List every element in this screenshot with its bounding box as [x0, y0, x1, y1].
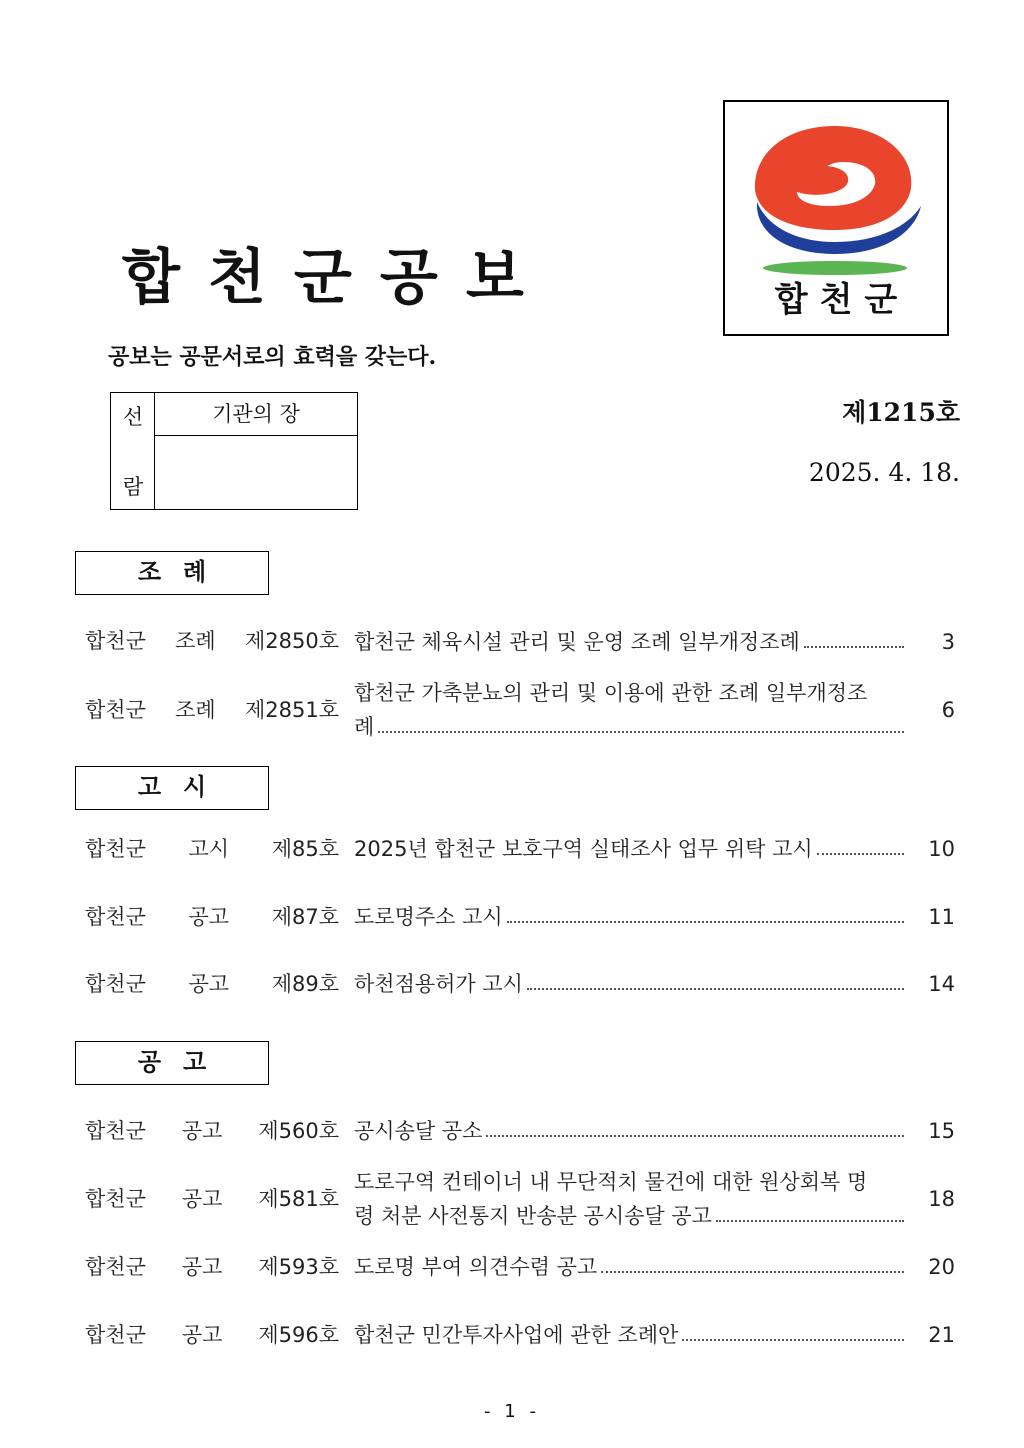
issue-number: 제1215호	[842, 398, 960, 427]
county-logo	[723, 100, 949, 336]
entry-title	[354, 1250, 906, 1284]
leader-dots	[601, 1250, 904, 1273]
label-number: 제2850호	[244, 629, 339, 653]
page-number: 3	[941, 630, 955, 654]
entry-label	[85, 625, 339, 655]
page-number: 11	[928, 905, 955, 929]
page-number: 6	[941, 698, 955, 722]
label-type: 공고	[181, 1255, 223, 1279]
label-org: 합천군	[85, 837, 146, 861]
label-org: 합천군	[85, 1119, 146, 1143]
entry-label	[85, 1182, 339, 1216]
label-number: 제85호	[271, 837, 339, 861]
entry-title	[354, 1318, 906, 1352]
label-number: 제87호	[271, 905, 339, 929]
title-line: 도로명주소 고시	[354, 905, 503, 929]
review-label-top: 선	[122, 405, 144, 429]
section-heading: 조례	[75, 551, 269, 595]
leader-dots	[817, 832, 904, 855]
title-line: 공시송달 공소	[354, 1119, 483, 1143]
label-number: 제596호	[258, 1323, 339, 1347]
entry-title	[354, 832, 906, 866]
title-line: 2025년 합천군 보호구역 실태조사 업무 위탁 고시	[354, 837, 813, 861]
entry-title	[354, 676, 906, 744]
label-org: 합천군	[85, 1323, 146, 1347]
title-line: 하천점용허가 고시	[354, 972, 523, 996]
leader-dots	[804, 625, 904, 648]
label-type: 공고	[181, 1119, 223, 1143]
title-line: 합천군 민간투자사업에 관한 조례안	[354, 1323, 679, 1347]
label-org: 합천군	[85, 905, 146, 929]
leader-dots	[378, 710, 904, 733]
label-number: 제581호	[258, 1187, 339, 1211]
title-line: 합천군 체육시설 관리 및 운영 조례 일부개정조례	[354, 630, 800, 654]
label-type: 조례	[175, 698, 216, 722]
entry-label	[85, 1250, 339, 1284]
entry-title	[354, 1165, 906, 1233]
entry-label	[85, 1114, 339, 1148]
page-number: 20	[928, 1255, 955, 1279]
issue-date: 2025. 4. 18.	[808, 458, 960, 487]
label-type: 조례	[175, 629, 216, 653]
label-number: 제593호	[258, 1255, 339, 1279]
logo-text: 합천군	[774, 280, 910, 320]
entry-label	[85, 967, 339, 1001]
label-type: 공고	[181, 1323, 223, 1347]
label-type: 공고	[181, 1187, 223, 1211]
page-footer: - 1 -	[484, 1401, 540, 1422]
entry-title	[354, 1114, 906, 1148]
section-heading: 공고	[75, 1041, 269, 1085]
bulletin-title: 합천군공보	[122, 243, 552, 313]
label-number: 제2851호	[244, 698, 339, 722]
page-number: 15	[928, 1119, 955, 1143]
label-org: 합천군	[85, 972, 146, 996]
section-heading: 고시	[75, 766, 269, 810]
label-type: 고시	[188, 837, 230, 861]
leader-dots	[682, 1318, 904, 1341]
entry-label	[85, 900, 339, 934]
review-header: 기관의 장	[155, 393, 357, 436]
review-label-bottom: 람	[122, 475, 144, 499]
page-number: 18	[928, 1187, 955, 1211]
bulletin-subtitle: 공보는 공문서로의 효력을 갖는다.	[108, 344, 437, 370]
label-org: 합천군	[85, 698, 146, 722]
label-org: 합천군	[85, 629, 146, 653]
title-line: 합천군 가축분뇨의 관리 및 이용에 관한 조례 일부개정조	[354, 681, 868, 705]
label-number: 제560호	[258, 1119, 339, 1143]
entry-title	[354, 900, 906, 934]
label-type: 공고	[188, 972, 230, 996]
page-number: 10	[928, 837, 955, 861]
leader-dots	[716, 1199, 904, 1222]
leader-dots	[527, 967, 904, 990]
title-line: 례	[354, 715, 375, 739]
entry-label	[85, 832, 339, 866]
entry-title	[354, 625, 906, 659]
review-label-column	[111, 393, 155, 509]
title-line: 령 처분 사전통지 반송분 공시송달 공고	[354, 1204, 712, 1228]
title-line: 도로명 부여 의견수렴 공고	[354, 1255, 598, 1279]
page-number: 14	[928, 972, 955, 996]
label-org: 합천군	[85, 1187, 146, 1211]
page-number: 21	[928, 1323, 955, 1347]
label-org: 합천군	[85, 1255, 146, 1279]
title-line: 도로구역 컨테이너 내 무단적치 물건에 대한 원상회복 명	[354, 1170, 868, 1194]
review-table	[110, 392, 358, 510]
leader-dots	[486, 1114, 904, 1137]
entry-label	[85, 1318, 339, 1352]
label-number: 제89호	[271, 972, 339, 996]
entry-title	[354, 967, 906, 1001]
leader-dots	[507, 900, 904, 923]
entry-label	[85, 693, 339, 727]
label-type: 공고	[188, 905, 230, 929]
